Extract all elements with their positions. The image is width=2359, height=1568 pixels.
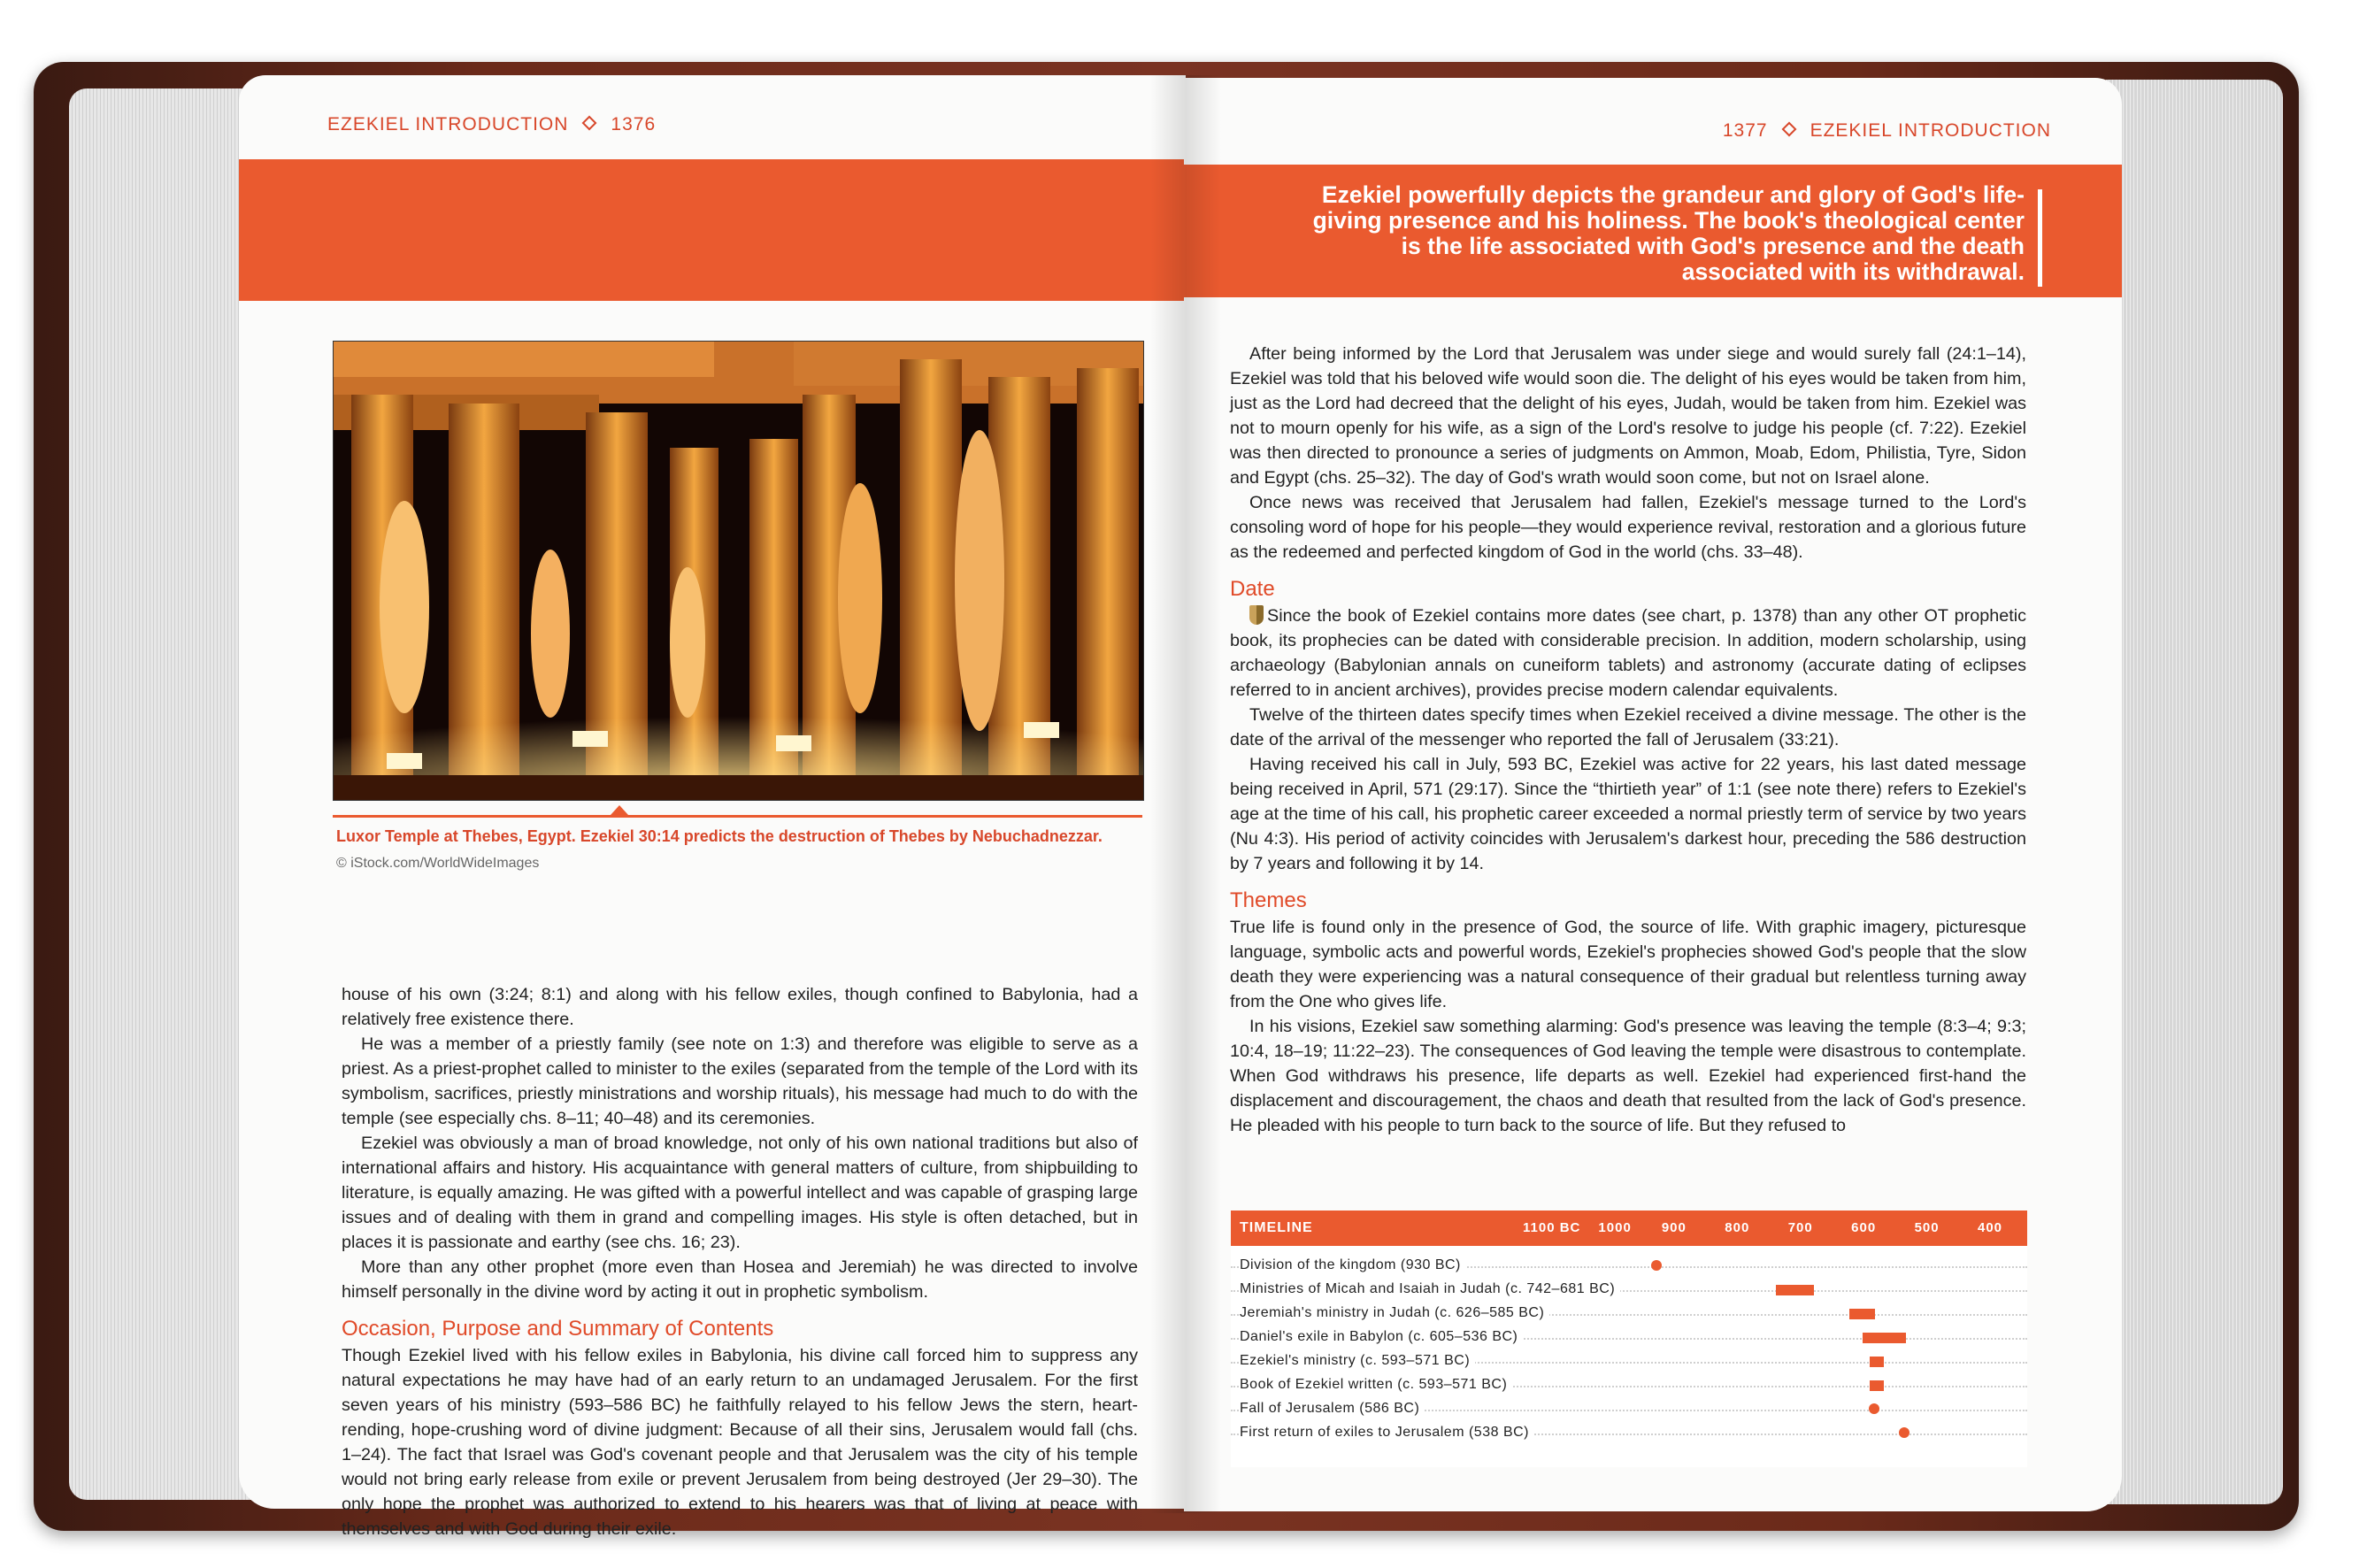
paragraph: In his visions, Ezekiel saw something alarming: God's presence was leaving the temple (8:3–4; 9:3; 10:4, 18–19; 11:22–23). The consequences of God leaving the temple were disastrous to contemplate. When God withdraws his presence, life departs as well. Ezekiel had experienced first-hand the displacement and discouragement, the chaos and death that resulted from the lack of God's presence. He pleaded with his people to turn back to the source of life. But they refused to xyxy=(1230,1017,2026,1135)
paragraph: Ezekiel was obviously a man of broad knowledge, not only of his own national traditions but also of international affairs and history. His acquaintance with general matters of culture, from shipbuilding to literature, is equally amazing. He was gifted with a powerful intellect and was capable of grasping large issues and of dealing with them in grand and compelling images. His style is often detached, but in places it is passionate and earthy (see chs. 16; 23). xyxy=(342,1134,1138,1252)
timeline-row xyxy=(1231,1422,2027,1445)
timeline-tick-label: 500 xyxy=(1914,1220,1940,1235)
timeline-title: TIMELINE xyxy=(1240,1220,1313,1235)
right-orange-band xyxy=(1184,165,2122,297)
timeline-row-label: Daniel's exile in Babylon (c. 605–536 BC) xyxy=(1240,1329,1523,1345)
right-page-number: 1377 xyxy=(1722,120,1768,141)
pull-quote-rule xyxy=(2038,189,2042,287)
date-paragraph-text: Since the book of Ezekiel contains more dates (see chart, p. 1378) than any other OT prophetic book, its prophecies can be dated with considerable precision. In addition, modern scholarship, using archaeology (Babylonian annals on cuneiform tablets) and astronomy (accurate dating of eclipses referred to in ancient archives), provides precise modern calendar equivalents. xyxy=(1230,606,2026,700)
right-body xyxy=(1230,342,2026,1138)
timeline-row-label: First return of exiles to Jerusalem (538 BC) xyxy=(1240,1425,1534,1441)
photo-caption: Luxor Temple at Thebes, Egypt. Ezekiel 30:14 predicts the destruction of Thebes by Nebuchadnezzar. xyxy=(336,827,1103,845)
paragraph: More than any other prophet (more even than Hosea and Jeremiah) he was directed to involve himself personally in the divine word by acting it out in prophetic symbolism. xyxy=(342,1257,1138,1302)
timeline-tick-label: 700 xyxy=(1787,1220,1813,1235)
timeline-bar xyxy=(1849,1309,1875,1319)
timeline-tick-label: 1000 xyxy=(1598,1220,1632,1235)
caption-rule xyxy=(333,815,1142,818)
left-page xyxy=(239,75,1186,1539)
timeline-bar xyxy=(1863,1333,1906,1343)
timeline-row xyxy=(1231,1303,2027,1326)
timeline-header xyxy=(1231,1211,2027,1246)
paragraph: house of his own (3:24; 8:1) and along with his fellow exiles, though confined to Babylonia, had a relatively free existence there. xyxy=(342,985,1138,1029)
right-running-head-title: EZEKIEL INTRODUCTION xyxy=(1810,120,2051,141)
luxor-temple-photo xyxy=(333,341,1144,801)
left-body xyxy=(342,982,1138,1541)
diamond-icon xyxy=(1781,122,1796,137)
left-orange-band xyxy=(239,159,1186,301)
timeline-row-label: Jeremiah's ministry in Judah (c. 626–585 BC) xyxy=(1240,1305,1549,1321)
timeline-chart xyxy=(1231,1211,2027,1467)
timeline-row xyxy=(1231,1279,2027,1302)
timeline-tick-label: 800 xyxy=(1725,1220,1750,1235)
pull-quote: Ezekiel powerfully depicts the grandeur and glory of God's life-giving presence and his holiness. The book's theological center is the life associated with God's presence and the death associated with its withdrawal. xyxy=(1312,181,2025,285)
paragraph: Having received his call in July, 593 BC, Ezekiel was active for 22 years, his last dated message being received in April, 571 (29:17). Since the “thirtieth year” of 1:1 (see note there) refers to Ezekiel's age at the time of his call, his prophetic career exceeded a normal priestly term of service by two years (Nu 4:3). His period of activity coincides with Jerusalem's darkest hour, preceding the 586 destruction by 7 years and following it by 14. xyxy=(1230,755,2026,873)
paragraph: True life is found only in the presence of God, the source of life. With graphic imagery, picturesque language, symbolic acts and powerful words, Ezekiel's prophecies showed God's people that the slow death they were experiencing was a natural consequence of their gradual but relentless turning away from the One who gives life. xyxy=(1230,918,2026,1011)
timeline-tick-label: 900 xyxy=(1661,1220,1687,1235)
timeline-row-label: Book of Ezekiel written (c. 593–571 BC) xyxy=(1240,1377,1512,1393)
timeline-row-label: Ezekiel's ministry (c. 593–571 BC) xyxy=(1240,1353,1475,1369)
left-running-head xyxy=(327,114,656,135)
timeline-point xyxy=(1899,1427,1909,1438)
left-running-head-title: EZEKIEL INTRODUCTION xyxy=(327,114,569,135)
timeline-bar xyxy=(1870,1380,1884,1391)
paragraph: Once news was received that Jerusalem had fallen, Ezekiel's message turned to the Lord's consoling word of hope for his people—they would experience revival, restoration and a glorious future as the redeemed and perfected kingdom of God in the world (chs. 33–48). xyxy=(1230,493,2026,562)
timeline-point xyxy=(1651,1260,1662,1271)
paragraph xyxy=(1230,603,2026,703)
page-edges-left xyxy=(69,88,255,1500)
shield-icon xyxy=(1249,605,1264,625)
timeline-row-label: Ministries of Micah and Isaiah in Judah (c. 742–681 BC) xyxy=(1240,1281,1620,1297)
right-page xyxy=(1184,78,2122,1511)
timeline-row xyxy=(1231,1374,2027,1397)
timeline-row xyxy=(1231,1398,2027,1421)
timeline-tick-label: 400 xyxy=(1978,1220,2003,1235)
timeline-bar xyxy=(1870,1357,1884,1367)
timeline-bar xyxy=(1776,1285,1815,1295)
timeline-row xyxy=(1231,1255,2027,1278)
section-heading-occasion: Occasion, Purpose and Summary of Contents xyxy=(342,1317,774,1341)
timeline-row-label: Division of the kingdom (930 BC) xyxy=(1240,1257,1466,1273)
timeline-tick-label: 600 xyxy=(1851,1220,1877,1235)
section-heading-themes: Themes xyxy=(1230,888,1307,912)
right-running-head xyxy=(1723,120,2051,142)
paragraph: He was a member of a priestly family (see note on 1:3) and therefore was eligible to serve as a priest. As a priest-prophet called to minister to the exiles (separated from the temple of the Lord with its symbolism, sacrifices, priestly ministrations and worship rituals), his message had much to do with the temple (see especially chs. 8–11; 40–48) and its ceremonies. xyxy=(342,1034,1138,1128)
paragraph: Twelve of the thirteen dates specify times when Ezekiel received a divine message. The other is the date of the arrival of the messenger who reported the fall of Jerusalem (33:21). xyxy=(1230,705,2026,749)
temple-illustration xyxy=(334,342,1143,800)
timeline-tick-label: 1100 BC xyxy=(1523,1220,1581,1235)
diamond-icon xyxy=(582,116,597,131)
left-page-number: 1376 xyxy=(611,114,657,135)
section-heading-date: Date xyxy=(1230,577,1275,601)
timeline-row-label: Fall of Jerusalem (586 BC) xyxy=(1240,1401,1425,1417)
timeline-row xyxy=(1231,1326,2027,1349)
caption-pointer xyxy=(611,805,628,815)
timeline-point xyxy=(1869,1403,1879,1414)
page-edges-right xyxy=(2106,80,2283,1504)
paragraph: Though Ezekiel lived with his fellow exiles in Babylonia, his divine call forced him to suppress any natural expectations he may have had of an early return to an undamaged Jerusalem. For the first seven years of his ministry (593–586 BC) he faithfully relayed to his fellow Jews the stern, heart-rending, hope-crushing word of divine judgment: Because of all their sins, Jerusalem would fall (chs. 1–24). The fact that Israel was God's covenant people and that Jerusalem was the city of his temple would not bring early release from exile or prevent Jerusalem from being destroyed (Jer 29–30). The only hope the prophet was authorized to extend to his hearers was that of living at peace with themselves and with God during their exile. xyxy=(342,1346,1138,1539)
photo-credit: © iStock.com/WorldWideImages xyxy=(336,856,540,871)
paragraph: After being informed by the Lord that Jerusalem was under siege and would surely fall (24:1–14), Ezekiel was told that his beloved wife would soon die. The delight of his eyes would be taken from him, just as the Lord had decreed that the delight of his eyes, Judah, would be taken from him. Ezekiel was not to mourn openly for his wife, as a sign of the Lord's resolve to judge his people (cf. 7:22). Ezekiel was then directed to pronounce a series of judgments on Ammon, Moab, Edom, Philistia, Tyre, Sidon and Egypt (chs. 25–32). The day of God's wrath would soon come, but not on Israel alone. xyxy=(1230,344,2026,488)
timeline-row xyxy=(1231,1350,2027,1373)
